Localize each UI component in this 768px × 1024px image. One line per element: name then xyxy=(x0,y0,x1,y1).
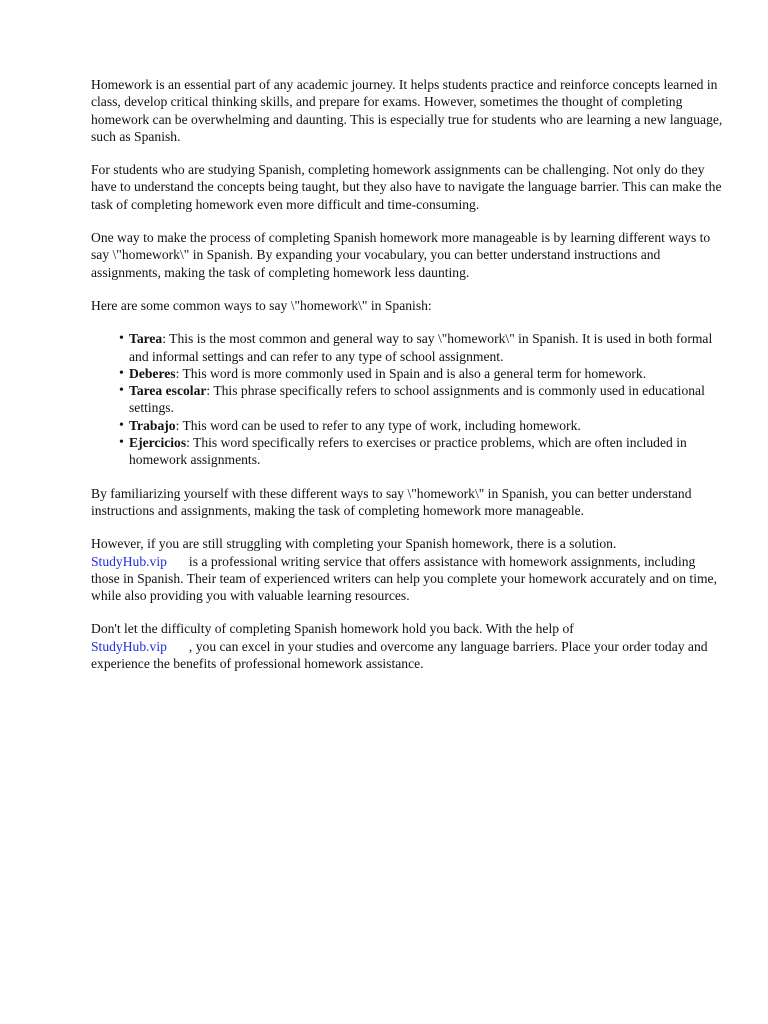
bullet-icon: • xyxy=(119,435,124,451)
list-item xyxy=(119,330,723,365)
closing-text-after: , you can excel in your studies and overcome any language barriers. Place your order today and experience the benefits of professional homework assistance. xyxy=(91,638,708,672)
bullet-icon: • xyxy=(119,331,124,347)
paragraph-intro: Homework is an essential part of any academic journey. It helps students practice and reinforce concepts learned in class, develop critical thinking skills, and prepare for exams. However, sometimes the thought of completing homework can be overwhelming and daunting. This is especially true for students who are learning a new language, such as Spanish. xyxy=(91,77,723,144)
list-item-text: : This phrase specifically refers to school assignments and is commonly used in educational settings. xyxy=(129,383,705,416)
list-item-term: Tarea xyxy=(129,331,163,347)
studyhub-link[interactable]: StudyHub.vip xyxy=(91,638,167,654)
list-item-term: Ejercicios xyxy=(129,435,187,451)
list-item xyxy=(119,417,723,434)
paragraph-promo xyxy=(91,535,723,604)
list-item-text: : This is the most common and general way to say \"homework\" in Spanish. It is used in both formal and informal settings and can refer to any type of school assignment. xyxy=(129,331,713,364)
list-item xyxy=(119,365,723,382)
promo-text-after: is a professional writing service that offers assistance with homework assignments, including those in Spanish. Their team of experienced writers can help you complete your homework accurately and on time, while also providing you with valuable learning resources. xyxy=(91,553,717,604)
studyhub-link[interactable]: StudyHub.vip xyxy=(91,553,167,569)
paragraph-closing xyxy=(91,620,723,672)
list-item-term: Deberes xyxy=(129,365,176,381)
paragraph-challenge: For students who are studying Spanish, completing homework assignments can be challenging. Not only do they have to understand the concepts being taught, but they also have to navigate the language barrier. This can make the task of completing homework even more difficult and time-consuming. xyxy=(91,162,722,212)
paragraph-vocabulary: One way to make the process of completing Spanish homework more manageable is by learning different ways to say \"homework\" in Spanish. By expanding your vocabulary, you can better understand instructions and assignments, making the task of completing homework less daunting. xyxy=(91,230,711,280)
closing-text-before: Don't let the difficulty of completing Spanish homework hold you back. With the help of xyxy=(91,621,574,637)
list-item xyxy=(119,382,723,417)
list-item-text: : This word can be used to refer to any type of work, including homework. xyxy=(175,417,581,433)
bullet-icon: • xyxy=(119,383,124,399)
bullet-icon: • xyxy=(119,365,124,381)
bullet-icon: • xyxy=(119,417,124,433)
paragraph-list-intro: Here are some common ways to say \"homework\" in Spanish: xyxy=(91,297,432,313)
list-item-text: : This word specifically refers to exercises or practice problems, which are often included in homework assignments. xyxy=(129,435,687,468)
translation-list xyxy=(91,330,723,468)
list-item-term: Tarea escolar xyxy=(129,383,207,399)
promo-text-before: However, if you are still struggling with completing your Spanish homework, there is a solution. xyxy=(91,536,617,552)
list-item-term: Trabajo xyxy=(129,417,176,433)
paragraph-summary: By familiarizing yourself with these different ways to say \"homework\" in Spanish, you can better understand instructions and assignments, making the task of completing homework more manageable. xyxy=(91,485,692,518)
document-body xyxy=(91,76,723,688)
list-item-text: : This word is more commonly used in Spain and is also a general term for homework. xyxy=(175,365,647,381)
list-item xyxy=(119,434,723,469)
